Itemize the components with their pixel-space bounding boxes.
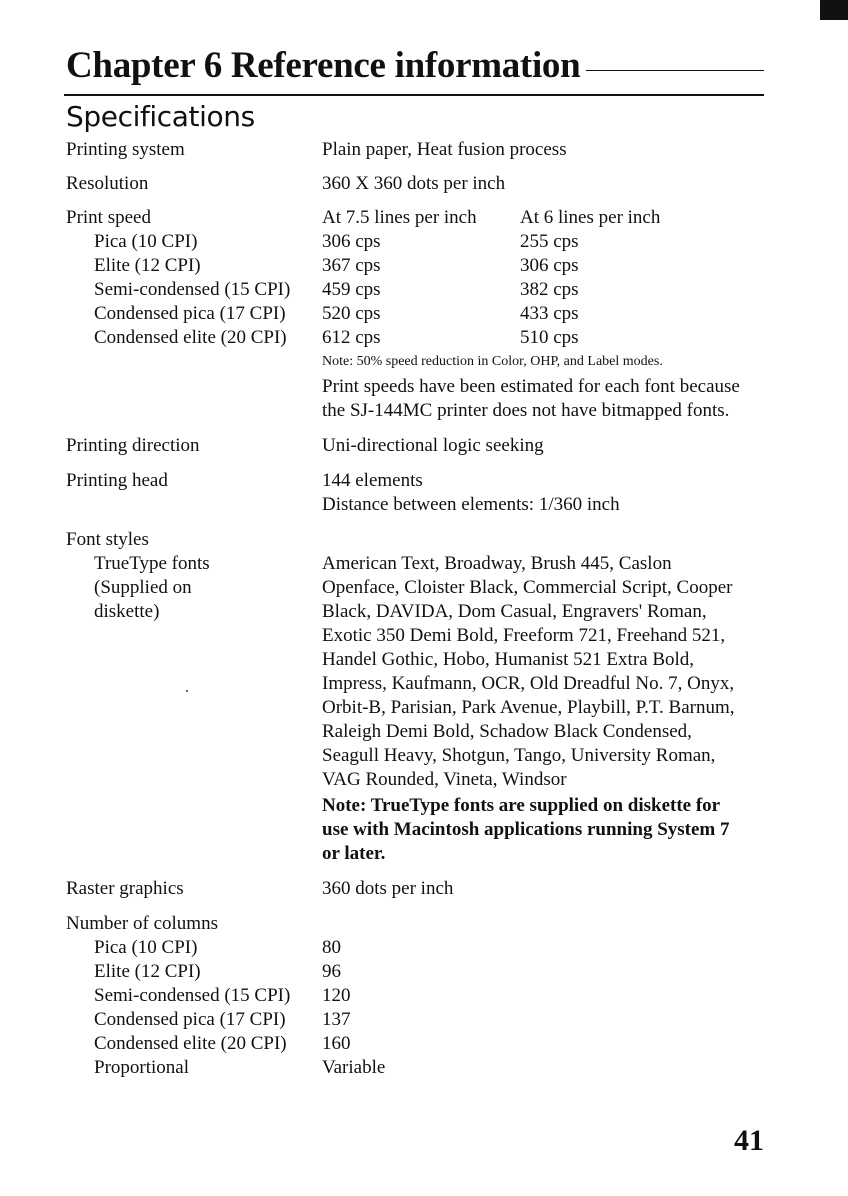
print-speed-font: Semi-condensed (15 CPI) xyxy=(94,279,291,300)
print-speed-value-6lpi: 306 cps xyxy=(520,255,579,276)
print-speed-value-7-5lpi: 520 cps xyxy=(322,303,381,324)
columns-font: Condensed elite (20 CPI) xyxy=(94,1033,287,1054)
label-raster-graphics: Raster graphics xyxy=(66,878,184,899)
print-speed-value-6lpi: 433 cps xyxy=(520,303,579,324)
print-speed-col1-header: At 7.5 lines per inch xyxy=(322,207,477,228)
font-styles-sublabel: diskette) xyxy=(94,601,160,622)
columns-font: Elite (12 CPI) xyxy=(94,961,201,982)
print-speed-note: Note: 50% speed reduction in Color, OHP, and Label modes. xyxy=(322,354,663,369)
section-title: Specifications xyxy=(66,100,255,133)
print-speed-value-6lpi: 510 cps xyxy=(520,327,579,348)
value-printing-system: Plain paper, Heat fusion process xyxy=(322,139,567,160)
font-list-line: Raleigh Demi Bold, Schadow Black Condensed, xyxy=(322,721,692,742)
columns-font: Semi-condensed (15 CPI) xyxy=(94,985,291,1006)
label-printing-system: Printing system xyxy=(66,139,185,160)
font-list-line: Exotic 350 Demi Bold, Freeform 721, Freehand 521, xyxy=(322,625,726,646)
value-printing-head-distance: Distance between elements: 1/360 inch xyxy=(322,494,620,515)
font-list-line: Seagull Heavy, Shotgun, Tango, University Roman, xyxy=(322,745,716,766)
value-raster-graphics: 360 dots per inch xyxy=(322,878,454,899)
chapter-title: Chapter 6 Reference information xyxy=(66,45,581,86)
print-speed-value-6lpi: 255 cps xyxy=(520,231,579,252)
columns-font: Proportional xyxy=(94,1057,189,1078)
font-list-line: Impress, Kaufmann, OCR, Old Dreadful No. 7, Onyx, xyxy=(322,673,735,694)
print-speed-value-7-5lpi: 367 cps xyxy=(322,255,381,276)
corner-mark xyxy=(820,0,848,20)
columns-value: 120 xyxy=(322,985,351,1006)
print-speed-estimate-line: the SJ-144MC printer does not have bitmapped fonts. xyxy=(322,400,730,421)
columns-font: Pica (10 CPI) xyxy=(94,937,198,958)
font-list-line: Orbit-B, Parisian, Park Avenue, Playbill, P.T. Barnum, xyxy=(322,697,735,718)
columns-value: 160 xyxy=(322,1033,351,1054)
columns-value: 80 xyxy=(322,937,341,958)
print-speed-value-7-5lpi: 612 cps xyxy=(322,327,381,348)
font-list-line: Openface, Cloister Black, Commercial Script, Cooper xyxy=(322,577,733,598)
font-list-line: American Text, Broadway, Brush 445, Caslon xyxy=(322,553,672,574)
print-speed-value-7-5lpi: 459 cps xyxy=(322,279,381,300)
label-print-speed: Print speed xyxy=(66,207,151,228)
columns-value: 137 xyxy=(322,1009,351,1030)
value-printing-head-elements: 144 elements xyxy=(322,470,423,491)
page-number: 41 xyxy=(734,1124,764,1157)
print-speed-estimate-line: Print speeds have been estimated for each font because xyxy=(322,376,740,397)
font-styles-sublabel: TrueType fonts xyxy=(94,553,210,574)
print-speed-font: Condensed elite (20 CPI) xyxy=(94,327,287,348)
font-list-line: VAG Rounded, Vineta, Windsor xyxy=(322,769,567,790)
columns-value: Variable xyxy=(322,1057,386,1078)
label-printing-head: Printing head xyxy=(66,470,168,491)
label-number-of-columns: Number of columns xyxy=(66,913,218,934)
font-styles-note-line: or later. xyxy=(322,843,386,864)
label-font-styles: Font styles xyxy=(66,529,149,550)
columns-value: 96 xyxy=(322,961,341,982)
print-speed-font: Elite (12 CPI) xyxy=(94,255,201,276)
font-styles-note-line: Note: TrueType fonts are supplied on diskette for xyxy=(322,795,721,816)
print-speed-col2-header: At 6 lines per inch xyxy=(520,207,661,228)
font-list-line: Black, DAVIDA, Dom Casual, Engravers' Roman, xyxy=(322,601,707,622)
title-underline-rule xyxy=(64,94,764,96)
font-styles-sublabel: (Supplied on xyxy=(94,577,192,598)
font-list-line: Handel Gothic, Hobo, Humanist 521 Extra Bold, xyxy=(322,649,695,670)
title-tail-rule xyxy=(586,70,764,71)
label-resolution: Resolution xyxy=(66,173,149,194)
label-printing-direction: Printing direction xyxy=(66,435,200,456)
columns-font: Condensed pica (17 CPI) xyxy=(94,1009,286,1030)
print-speed-value-7-5lpi: 306 cps xyxy=(322,231,381,252)
font-styles-note-line: use with Macintosh applications running System 7 xyxy=(322,819,730,840)
print-speed-value-6lpi: 382 cps xyxy=(520,279,579,300)
stray-mark xyxy=(186,690,188,692)
print-speed-font: Condensed pica (17 CPI) xyxy=(94,303,286,324)
print-speed-font: Pica (10 CPI) xyxy=(94,231,198,252)
value-resolution: 360 X 360 dots per inch xyxy=(322,173,506,194)
value-printing-direction: Uni-directional logic seeking xyxy=(322,435,544,456)
